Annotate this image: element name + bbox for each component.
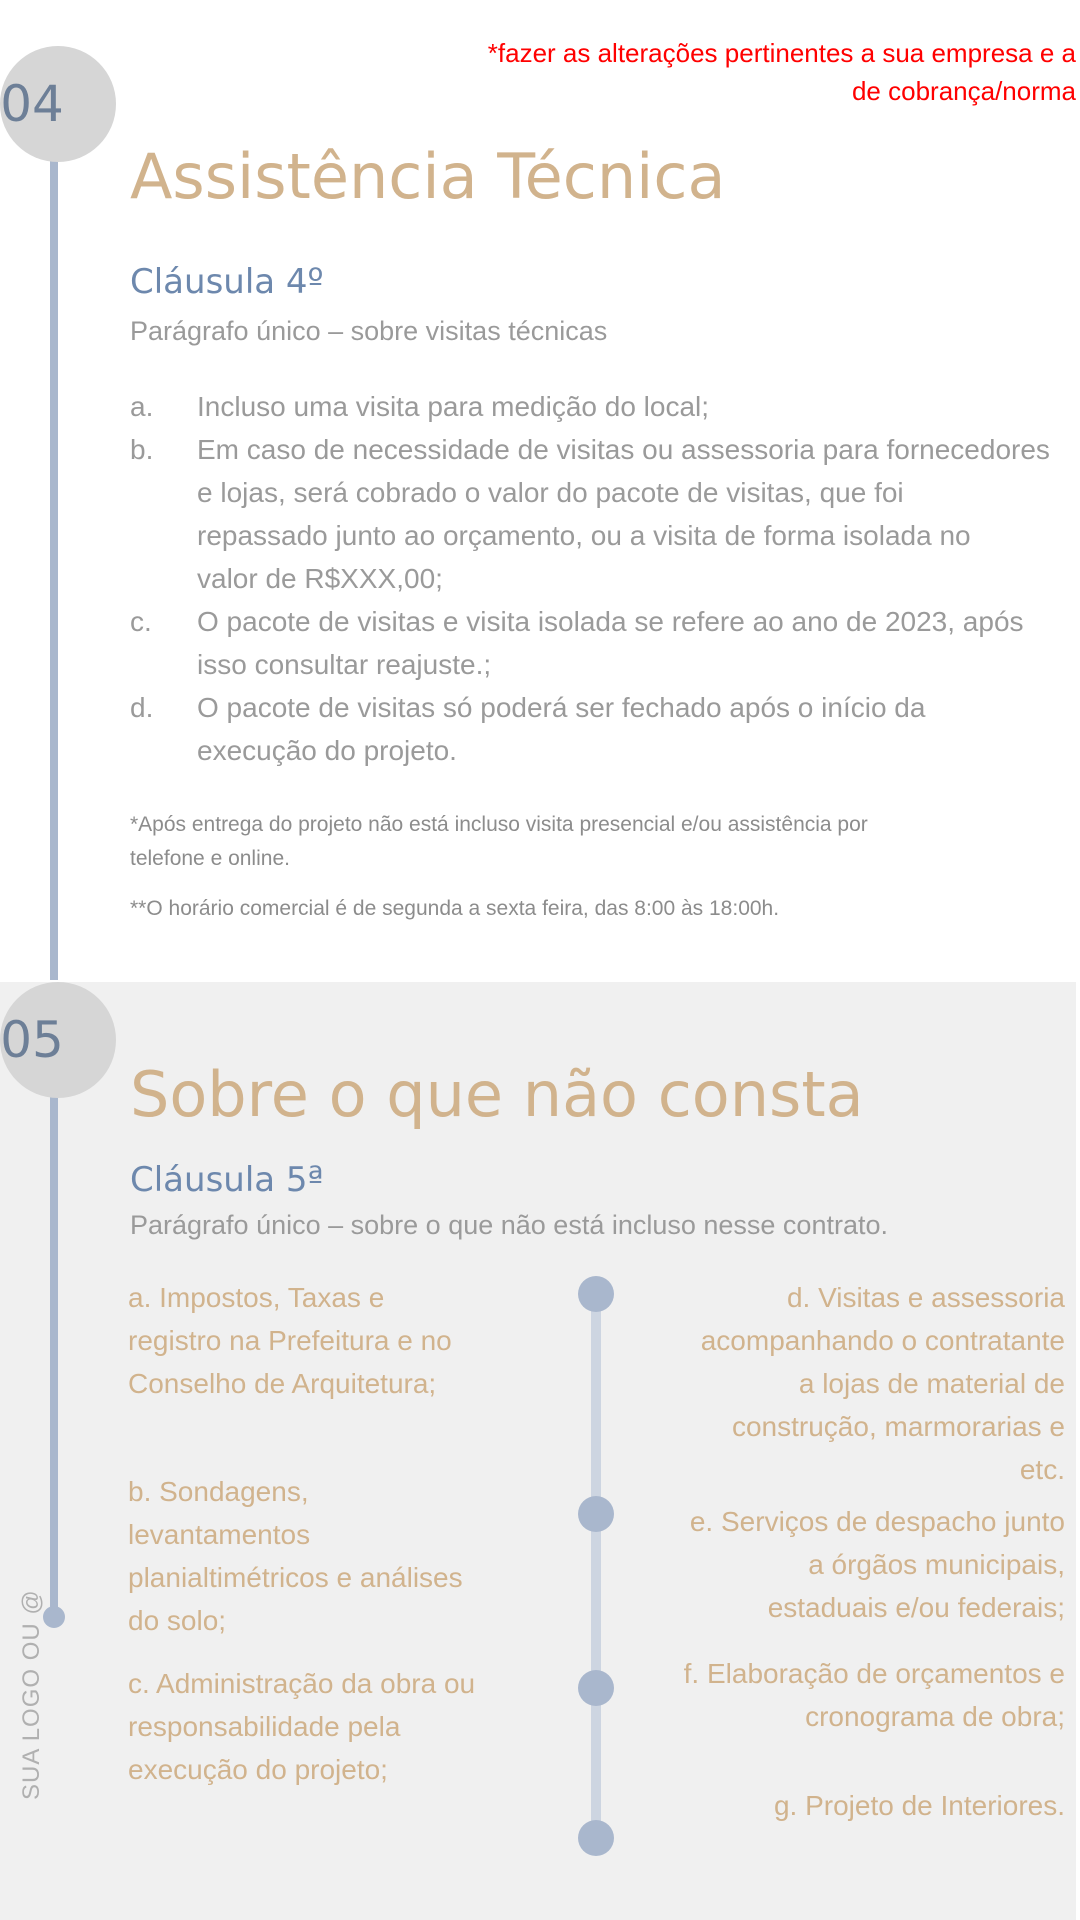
item-line: a lojas de material de: [798, 1368, 1065, 1399]
list-line: e lojas, será cobrado o valor do pacote de visitas, que foi: [197, 477, 904, 508]
exclusion-item-d: [630, 1276, 1065, 1491]
exclusion-item-c: [128, 1662, 548, 1791]
list-marker: c.: [130, 606, 152, 637]
item-line: acompanhando o contratante: [700, 1325, 1065, 1356]
section5-timeline-line: [50, 1040, 58, 1620]
item-line: etc.: [1019, 1454, 1065, 1485]
divider-dot: [578, 1276, 614, 1312]
item-line: c. Administração da obra ou: [128, 1668, 476, 1699]
item-line: execução do projeto;: [128, 1754, 388, 1785]
item-line: Conselho de Arquitetura;: [128, 1368, 437, 1399]
note-line: *fazer as alterações pertinentes a sua empresa e a: [487, 38, 1076, 68]
list-item: [130, 428, 1080, 600]
item-line: estaduais e/ou federais;: [767, 1592, 1065, 1623]
section5-clause: Cláusula 5ª: [130, 1160, 324, 1200]
section4-number: 04: [0, 75, 64, 133]
logo-placeholder: SUA LOGO OU @: [18, 1589, 45, 1800]
divider-dot: [578, 1820, 614, 1856]
section4-title: Assistência Técnica: [130, 140, 726, 213]
divider-dot: [578, 1496, 614, 1532]
item-line: a. Impostos, Taxas e: [128, 1282, 385, 1313]
list-marker: b.: [130, 434, 154, 465]
section4-timeline-line: [50, 100, 58, 980]
list-line: Incluso uma visita para medição do local;: [197, 391, 710, 422]
list-item: [130, 385, 1080, 428]
item-line: d. Visitas e assessoria: [786, 1282, 1065, 1313]
item-line: levantamentos: [128, 1519, 311, 1550]
exclusion-item-b: [128, 1470, 548, 1642]
page-edge: [1076, 0, 1080, 1920]
item-line: e. Serviços de despacho junto: [689, 1506, 1065, 1537]
item-line: a órgãos municipais,: [808, 1549, 1065, 1580]
footnote-line: *Após entrega do projeto não está incluso visita presencial e/ou assistência por: [130, 813, 868, 836]
section4-clause: Cláusula 4º: [130, 262, 324, 302]
section4-footnote-2: **O horário comercial é de segunda a sexta feira, das 8:00 às 18:00h.: [130, 897, 780, 920]
section4-footnote-1: [130, 808, 1080, 876]
item-line: do solo;: [128, 1605, 227, 1636]
list-marker: a.: [130, 391, 154, 422]
list-item: [130, 600, 1080, 686]
divider-dot: [578, 1670, 614, 1706]
exclusion-item-a: [128, 1276, 548, 1405]
section5-paragraph: Parágrafo único – sobre o que não está incluso nesse contrato.: [130, 1210, 888, 1240]
section4-number-badge: [0, 46, 116, 162]
list-line: execução do projeto.: [197, 735, 457, 766]
item-line: registro na Prefeitura e no: [128, 1325, 452, 1356]
section5-number-badge: [0, 982, 116, 1098]
exclusions-divider-line: [591, 1297, 601, 1845]
item-line: b. Sondagens,: [128, 1476, 309, 1507]
list-line: repassado junto ao orçamento, ou a visita de forma isolada no: [197, 520, 971, 551]
item-line: planialtimétricos e análises: [128, 1562, 463, 1593]
list-line: isso consultar reajuste.;: [197, 649, 492, 680]
section4-paragraph: Parágrafo único – sobre visitas técnicas: [130, 316, 608, 346]
footnote-line: telefone e online.: [130, 847, 290, 870]
list-item: [130, 686, 1080, 772]
customization-note: [300, 34, 1076, 110]
list-line: Em caso de necessidade de visitas ou assessoria para fornecedores: [197, 434, 1050, 465]
exclusion-item-f: [630, 1652, 1065, 1738]
section4-list: [130, 385, 1080, 772]
list-line: O pacote de visitas só poderá ser fechado após o início da: [197, 692, 926, 723]
list-marker: d.: [130, 692, 154, 723]
exclusion-item-e: [630, 1500, 1065, 1629]
item-line: g. Projeto de Interiores.: [773, 1790, 1065, 1821]
exclusion-item-g: [630, 1784, 1065, 1827]
item-line: responsabilidade pela: [128, 1711, 401, 1742]
section5-number: 05: [0, 1011, 64, 1069]
item-line: f. Elaboração de orçamentos e: [683, 1658, 1065, 1689]
item-line: construção, marmorarias e: [731, 1411, 1065, 1442]
section5-title: Sobre o que não consta: [130, 1058, 864, 1131]
note-line: de cobrança/norma: [851, 76, 1076, 106]
item-line: cronograma de obra;: [805, 1701, 1065, 1732]
list-line: O pacote de visitas e visita isolada se refere ao ano de 2023, após: [197, 606, 1024, 637]
list-line: valor de R$XXX,00;: [197, 563, 443, 594]
